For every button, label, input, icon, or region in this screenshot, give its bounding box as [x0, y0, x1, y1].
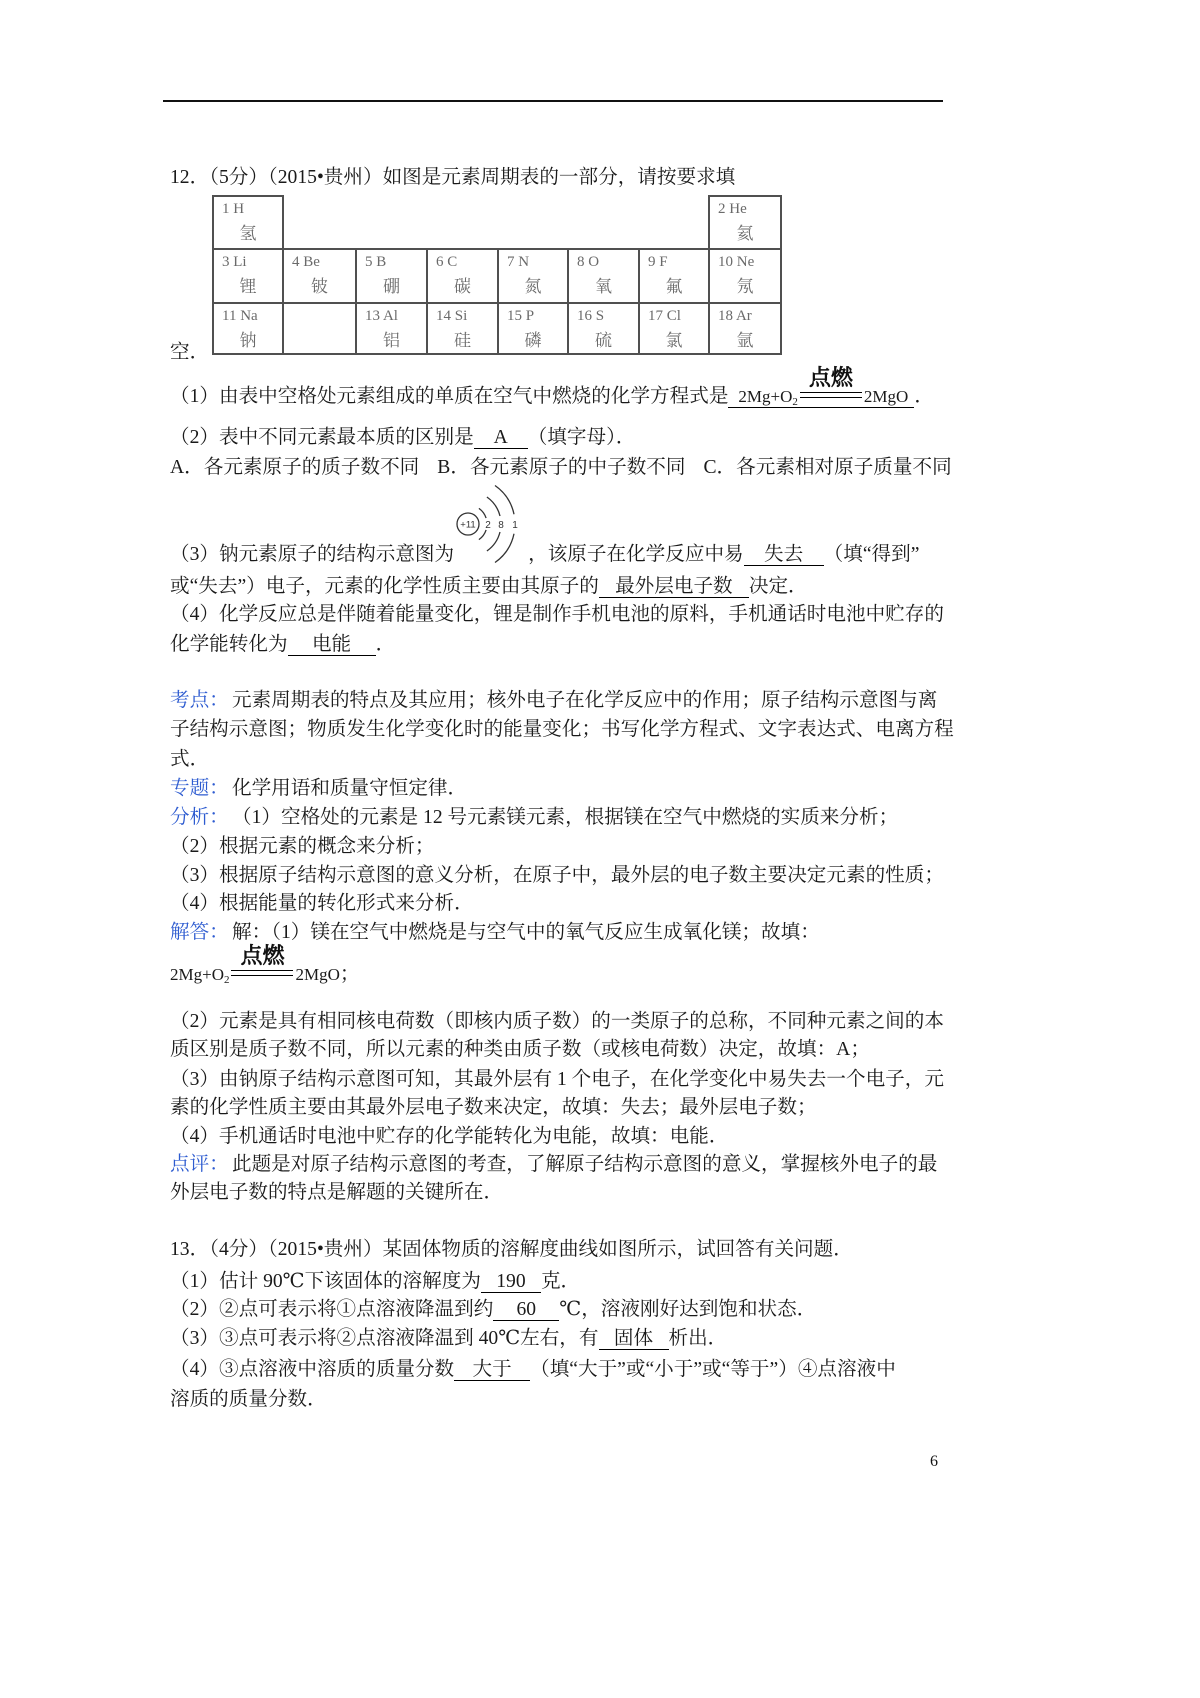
equation-subscript: 2	[223, 974, 230, 986]
q13-sub4-suffix: （填“大于”或“小于”或“等于”）④点溶液中	[530, 1359, 896, 1380]
element-symbol: Li	[233, 254, 247, 270]
element-name: 氩	[736, 331, 754, 350]
equation-double-line	[231, 944, 293, 976]
q12-sub2-prefix: （2）表中不同元素最本质的区别是	[170, 427, 474, 448]
jieda-line-5: 素的化学性质主要由其最外层电子数来决定，故填：失去；最外层电子数；	[170, 1097, 817, 1118]
element-name: 硼	[383, 277, 400, 296]
element-number: 16	[577, 308, 592, 324]
element-name: 氯	[665, 331, 683, 350]
kaodian-label: 考点：	[170, 690, 229, 711]
element-number: 11	[222, 308, 237, 324]
element-symbol: Ar	[735, 308, 752, 324]
element-cell-s	[567, 302, 640, 355]
dianping-label: 点评：	[170, 1154, 229, 1175]
element-symbol: O	[588, 254, 600, 270]
element-cell-he	[708, 195, 782, 250]
q13-sub1-prefix: （1）估计 90℃下该固体的溶解度为	[170, 1271, 481, 1292]
q12-sub4-line1: （4）化学反应总是伴随着能量变化，锂是制作手机电池的原料，手机通话时电池中贮存的	[170, 604, 944, 625]
element-symbol: P	[525, 308, 535, 324]
element-number: 7	[507, 254, 515, 270]
element-symbol: He	[729, 201, 747, 217]
jieda-equation-line	[170, 944, 360, 987]
q12-options	[170, 456, 952, 480]
element-number: 2	[718, 201, 726, 217]
header-rule	[163, 100, 943, 102]
element-number: 1	[222, 201, 230, 217]
jieda-line-6: （4）手机通话时电池中贮存的化学能转化为电能，故填：电能．	[170, 1126, 729, 1147]
jieda-line-2: （2）元素是具有相同核电荷数（即核内质子数）的一类原子的总称，不同种元素之间的本	[170, 1011, 944, 1032]
shell-electron-count: 1	[512, 520, 518, 531]
q12-sub4-prefix: 化学能转化为	[170, 634, 288, 655]
equation-products: 2MgO	[295, 965, 340, 984]
q12-sub4-line2	[170, 633, 395, 657]
element-number: 10	[718, 254, 733, 270]
element-cell-li	[212, 248, 284, 304]
kaodian-line-3: 式．	[170, 749, 210, 770]
dianping-line-2: 外层电子数的特点是解题的关键所在．	[170, 1182, 504, 1203]
option-c: C．各元素相对原子质量不同	[703, 457, 952, 478]
element-cell-blank	[282, 302, 357, 355]
equation-subscript: 2	[792, 396, 798, 408]
element-number: 15	[507, 308, 522, 324]
element-name: 铍	[311, 277, 328, 296]
q12-header: 12．（5分）（2015•贵州）如图是元素周期表的一部分，请按要求填	[170, 167, 736, 188]
element-name: 碳	[454, 277, 471, 296]
equation-condition: 点燃	[808, 366, 853, 391]
q12-sub3-line2	[170, 575, 808, 599]
q13-sub3-answer: 固体	[599, 1328, 669, 1350]
element-symbol: N	[518, 254, 530, 270]
q13-sub2-answer: 60	[493, 1299, 559, 1321]
q12-sub3-prefix2: 或“失去”）电子，元素的化学性质主要由其原子的	[170, 576, 599, 597]
q13-sub2-prefix: （2）②点可表示将①点溶液降温到约	[170, 1299, 494, 1320]
chemical-equation	[170, 944, 340, 986]
q12-sub4-answer: 电能	[288, 634, 376, 656]
kaodian-line-2: 子结构示意图；物质发生化学变化时的能量变化；书写化学方程式、文字表达式、电离方程	[170, 719, 954, 740]
element-symbol: H	[233, 201, 245, 217]
atom-diagram-slot	[454, 519, 528, 560]
page-number: 6	[930, 1453, 938, 1470]
equation-condition: 点燃	[240, 944, 285, 969]
element-symbol: Cl	[666, 308, 681, 324]
jieda-line-1	[170, 921, 820, 945]
q12-sub1-answer	[728, 366, 914, 408]
q12-sub3-suffix2: 决定．	[748, 576, 808, 597]
element-name: 氧	[595, 277, 612, 296]
q12-sub1-prefix: （1）由表中空格处元素组成的单质在空气中燃烧的化学方程式是	[170, 386, 729, 407]
sodium-atom-structure-diagram	[454, 484, 526, 564]
q12-sub3-answer2: 最外层电子数	[599, 576, 749, 598]
q12-sub2-answer: A	[474, 427, 528, 449]
zhuanti-line	[170, 777, 467, 801]
option-b: B．各元素原子的中子数不同	[437, 457, 686, 478]
fenxi-text: （1）空格处的元素是 12 号元素镁元素，根据镁在空气中燃烧的实质来分析；	[232, 807, 899, 828]
kaodian-text: 元素周期表的特点及其应用；核外电子在化学反应中的作用；原子结构示意图与离	[232, 690, 938, 711]
element-cell-al	[355, 302, 428, 355]
element-cell-ar	[708, 302, 782, 355]
element-cell-f	[638, 248, 710, 304]
element-symbol: Si	[454, 308, 468, 324]
q12-sub3-suffix1: （填“得到”	[823, 544, 920, 565]
jieda-label: 解答：	[170, 922, 229, 943]
element-cell-p	[497, 302, 569, 355]
element-symbol: Ne	[736, 254, 755, 270]
q12-sub3-prefix: （3）钠元素原子的结构示意图为	[170, 544, 455, 565]
element-name: 硅	[454, 331, 471, 350]
element-number: 3	[222, 254, 230, 270]
q12-sub3-mid: ，该原子在化学反应中易	[528, 544, 744, 565]
element-cell-be	[282, 248, 357, 304]
q12-sub2-suffix: （填字母）．	[527, 427, 636, 448]
element-number: 4	[292, 254, 300, 270]
q13-sub4-prefix: （4）③点溶液中溶质的质量分数	[170, 1359, 455, 1380]
jieda-text: 解：（1）镁在空气中燃烧是与空气中的氧气反应生成氧化镁；故填：	[232, 922, 820, 943]
element-name: 氦	[736, 224, 754, 243]
element-symbol: B	[376, 254, 387, 270]
element-cell-o	[567, 248, 640, 304]
element-number: 8	[577, 254, 585, 270]
kaodian-line-1	[170, 689, 937, 713]
dianping-text: 此题是对原子结构示意图的考查，了解原子结构示意图的意义，掌握核外电子的最	[232, 1154, 938, 1175]
q13-header: 13．（4分）（2015•贵州）某固体物质的溶解度曲线如图所示，试回答有关问题．	[170, 1239, 853, 1260]
chemical-equation	[738, 366, 909, 408]
element-name: 铝	[383, 331, 400, 350]
q12-sub3-line1	[170, 519, 920, 567]
element-number: 13	[365, 308, 380, 324]
q13-sub3-suffix: 析出．	[668, 1328, 728, 1349]
element-name: 硫	[595, 331, 612, 350]
element-number: 5	[365, 254, 373, 270]
dianping-line-1	[170, 1153, 937, 1177]
element-cell-na	[212, 302, 284, 355]
element-number: 17	[648, 308, 663, 324]
element-name: 氮	[524, 277, 542, 296]
q13-sub1	[170, 1270, 580, 1294]
element-name: 钠	[239, 331, 257, 350]
element-cell-b	[355, 248, 428, 304]
q13-sub3-prefix: （3）③点可表示将②点溶液降温到 40℃左右，有	[170, 1328, 599, 1349]
element-number: 6	[436, 254, 444, 270]
element-symbol: Be	[303, 254, 320, 270]
element-cell-n	[497, 248, 569, 304]
element-symbol: S	[595, 308, 605, 324]
fenxi-label: 分析：	[170, 807, 229, 828]
q12-sub4-suffix: ．	[375, 634, 396, 655]
q13-sub1-suffix: 克．	[540, 1271, 581, 1292]
fenxi-line-3: （3）根据原子结构示意图的意义分析，在原子中，最外层的电子数主要决定元素的性质；	[170, 865, 944, 886]
jieda-eq-suffix: ；	[339, 964, 360, 985]
element-cell-ne	[708, 248, 782, 304]
equation-reactants: 2Mg+O	[170, 965, 224, 984]
element-symbol: F	[659, 254, 668, 270]
zhuanti-label: 专题：	[170, 778, 229, 799]
element-cell-si	[426, 302, 499, 355]
zhuanti-text: 化学用语和质量守恒定律．	[232, 778, 468, 799]
element-name: 氖	[736, 277, 754, 296]
q13-sub4-line1	[170, 1358, 896, 1382]
shell-electron-count: 8	[498, 520, 504, 531]
element-name: 氢	[239, 224, 257, 243]
shell-arc	[479, 530, 486, 540]
fenxi-line-1	[170, 806, 898, 830]
nucleus-charge: +11	[460, 519, 476, 531]
q13-sub2	[170, 1298, 816, 1322]
element-cell-c	[426, 248, 499, 304]
equation-products: 2MgO	[863, 387, 909, 406]
shell-arc	[479, 508, 486, 518]
shell-arc	[487, 497, 500, 516]
q13-sub4-answer: 大于	[454, 1359, 530, 1381]
q13-sub3	[170, 1327, 727, 1351]
shell-electron-count: 2	[485, 520, 491, 531]
equation-double-line	[800, 366, 862, 398]
fenxi-line-4: （4）根据能量的转化形式来分析．	[170, 893, 474, 914]
element-cell-cl	[638, 302, 710, 355]
q12-sub3-answer1: 失去	[744, 544, 824, 566]
element-symbol: Al	[382, 308, 398, 324]
equation-reactants: 2Mg+O	[738, 387, 793, 406]
element-number: 9	[648, 254, 656, 270]
fenxi-line-2: （2）根据元素的概念来分析；	[170, 836, 435, 857]
q12-header-end: 空．	[170, 342, 210, 363]
q12-sub1-suffix: ．	[914, 386, 934, 407]
q13-sub4-line2: 溶质的质量分数．	[170, 1389, 327, 1410]
element-cell-h	[212, 195, 284, 250]
q13-sub2-suffix: ℃，溶液刚好达到饱和状态．	[559, 1299, 817, 1320]
periodic-table-figure	[212, 195, 782, 355]
element-name: 氟	[665, 277, 683, 296]
element-name: 磷	[524, 331, 542, 350]
q12-sub1	[170, 366, 934, 409]
jieda-line-3: 质区别是质子数不同，所以元素的种类由质子数（或核电荷数）决定，故填：A；	[170, 1039, 870, 1060]
jieda-line-4: （3）由钠原子结构示意图可知，其最外层有 1 个电子，在化学变化中易失去一个电子，元	[170, 1069, 944, 1090]
element-number: 14	[436, 308, 451, 324]
element-number: 18	[718, 308, 733, 324]
q13-sub1-answer: 190	[481, 1271, 541, 1293]
element-name: 锂	[239, 277, 257, 296]
q12-sub2	[170, 426, 635, 450]
element-symbol: Na	[240, 308, 258, 324]
element-symbol: C	[447, 254, 458, 270]
option-a: A．各元素原子的质子数不同	[170, 457, 420, 478]
shell-arc	[487, 532, 500, 551]
